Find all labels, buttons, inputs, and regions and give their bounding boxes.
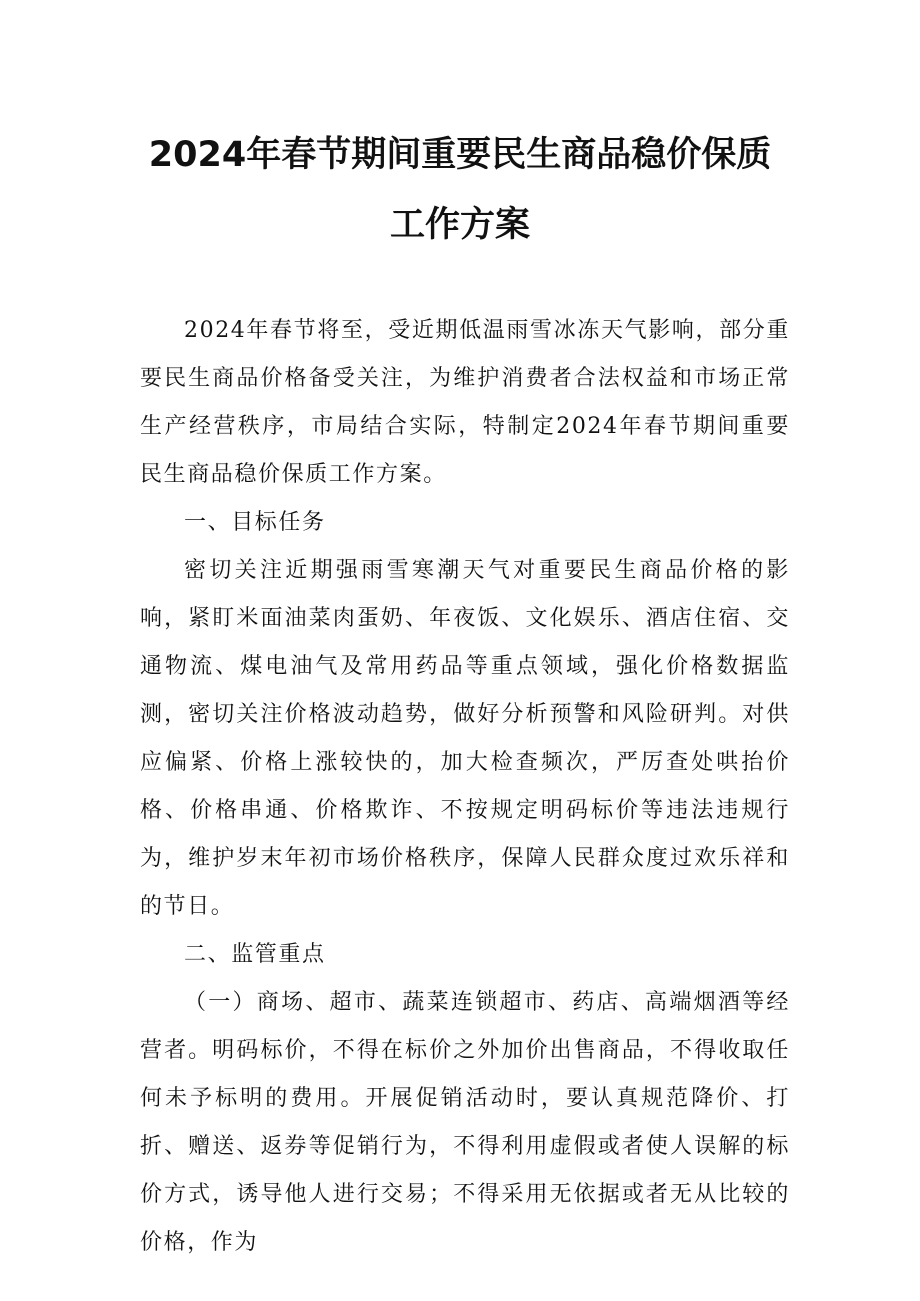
title-line-2: 工作方案 [389, 205, 530, 245]
intro-paragraph: 2024年春节将至，受近期低温雨雪冰冻天气影响，部分重要民生商品价格备受关注，为维护消费者合法权益和市场正常生产经营秩序，市局结合实际，特制定2024年春节期间重要民生商品稳价保质工作方案。 [140, 318, 790, 487]
section-goals-paragraph: 密切关注近期强雨雪寒潮天气对重要民生商品价格的影响，紧盯米面油菜肉蛋奶、年夜饭、文化娱乐、酒店住宿、交通物流、煤电油气及常用药品等重点领域，强化价格数据监测，密切关注价格波动趋势，做好分析预警和风险研判。对供应偏紧、价格上涨较快的，加大检查频次，严厉查处哄抬价格、价格串通、价格欺诈、不按规定明码标价等违法违规行为，维护岁末年初市场价格秩序，保障人民群众度过欢乐祥和的节日。 [140, 558, 790, 919]
document-body [140, 307, 790, 1267]
supervision-item-1-paragraph: （一）商场、超市、蔬菜连锁超市、药店、高端烟酒等经营者。明码标价，不得在标价之外加价出售商品，不得收取任何未予标明的费用。开展促销活动时，要认真规范降价、打折、赠送、返券等促销行为，不得利用虚假或者使人误解的标价方式，诱导他人进行交易；不得采用无依据或者无从比较的价格，作为 [140, 990, 790, 1255]
section-heading-goals: 一、目标任务 [184, 510, 326, 535]
section-heading-supervision: 二、监管重点 [184, 942, 326, 967]
title-line-1: 2024年春节期间重要民生商品稳价保质 [148, 135, 772, 175]
document-title [0, 120, 920, 260]
